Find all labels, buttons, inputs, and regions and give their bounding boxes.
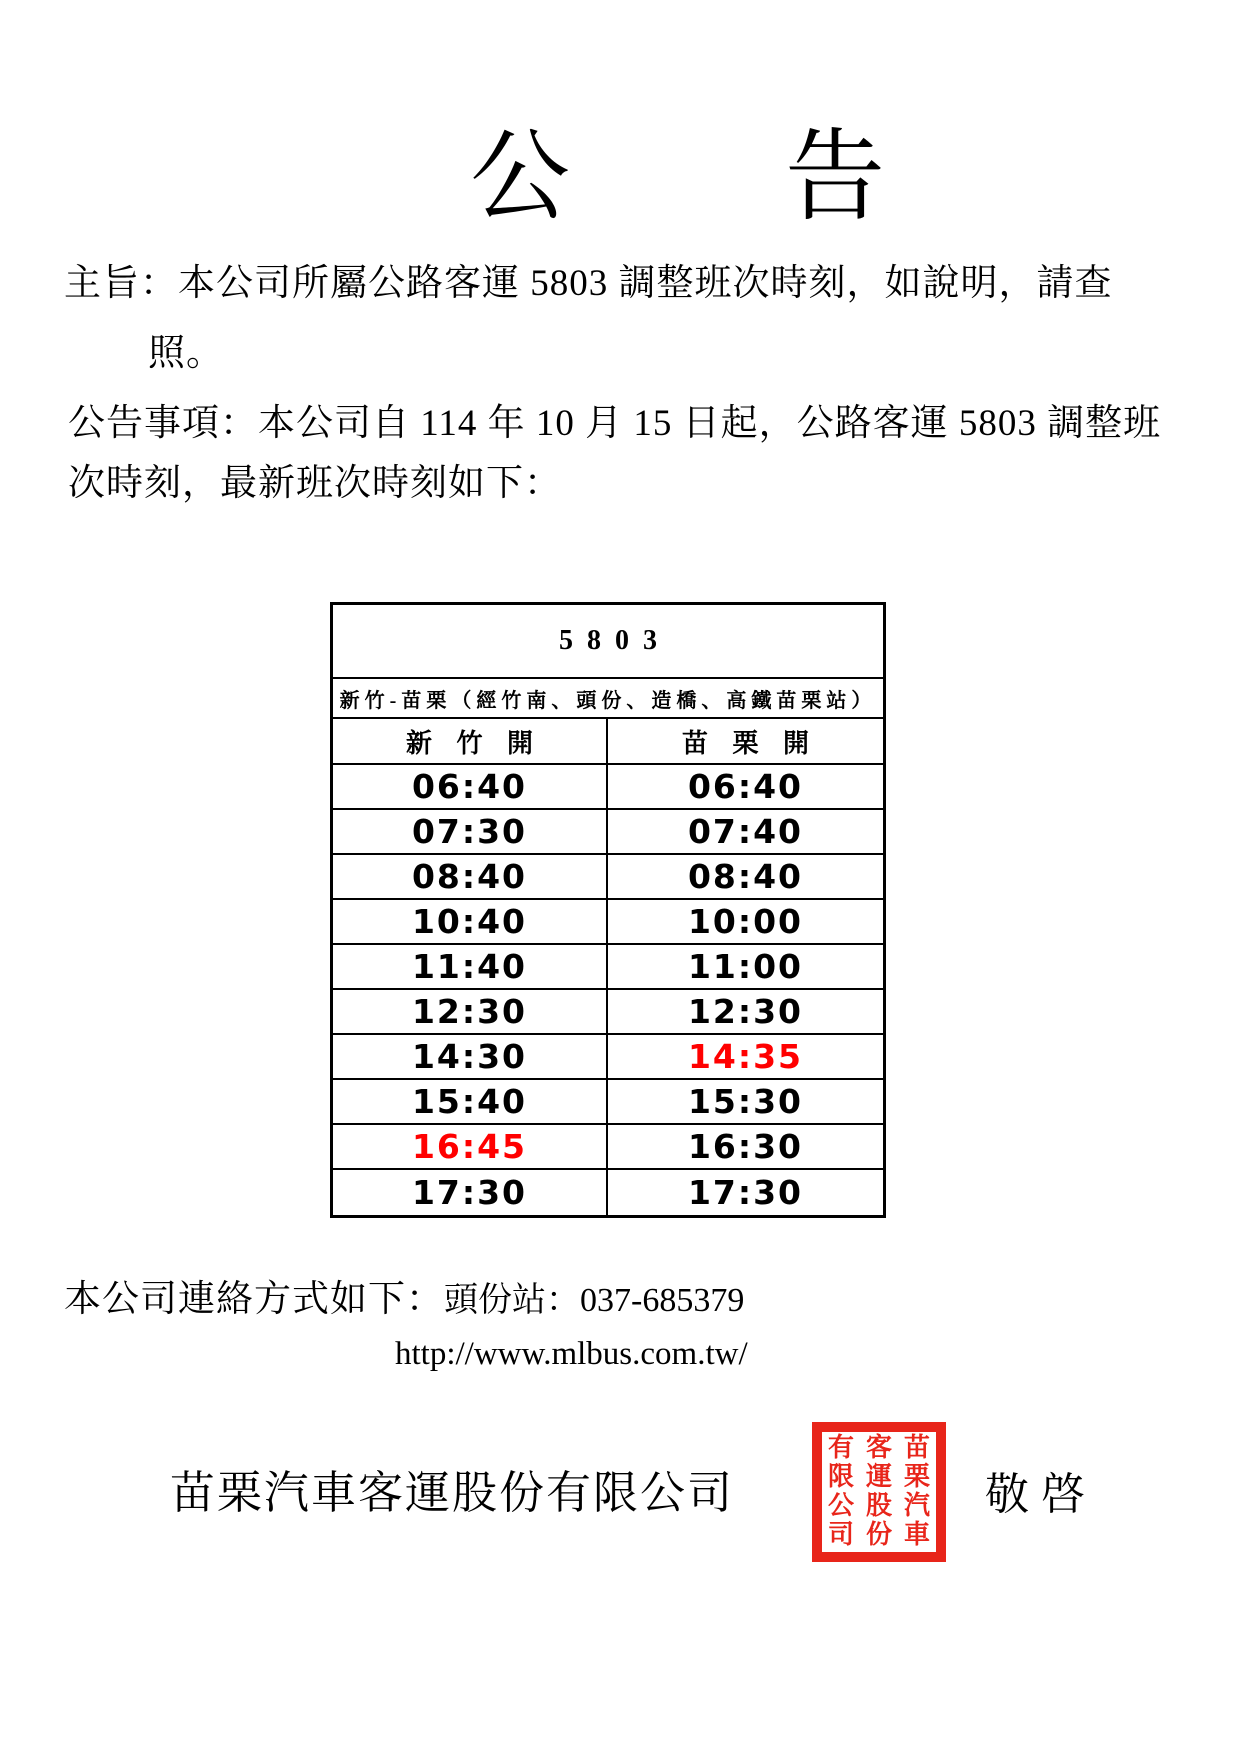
stamp-column-left [822, 1434, 860, 1550]
time-cell-miaoli: 10:00 [687, 902, 804, 941]
stamp-char: 限 [827, 1462, 854, 1492]
table-row [333, 1125, 883, 1170]
stamp-char: 司 [827, 1520, 854, 1550]
table-row [333, 810, 883, 855]
time-cell-hsinchu: 14:30 [333, 1035, 608, 1078]
title-char-2: 告 [785, 122, 885, 233]
column-header-hsinchu: 新 竹 開 [333, 719, 608, 763]
time-cell-miaoli: 16:30 [687, 1127, 804, 1166]
table-row [333, 990, 883, 1035]
contact-label: 本公司連絡方式如下： [64, 1279, 444, 1320]
contact-station-phone: 頭份站：037-685379 [444, 1282, 745, 1319]
stamp-char: 車 [903, 1520, 930, 1550]
company-seal-stamp [812, 1422, 946, 1562]
announcement-line-2: 次時刻，最新班次時刻如下： [68, 463, 562, 504]
time-cell-hsinchu: 10:40 [333, 900, 608, 943]
time-cell-miaoli: 12:30 [687, 992, 804, 1031]
stamp-char: 汽 [903, 1491, 930, 1521]
table-row [333, 900, 883, 945]
subject-line-1: 主旨：本公司所屬公路客運 5803 調整班次時刻，如說明，請查 [64, 263, 1113, 304]
table-row [333, 1170, 883, 1215]
time-cell-hsinchu: 16:45 [333, 1125, 608, 1168]
column-header-miaoli: 苗 栗 開 [681, 728, 818, 758]
time-cell-miaoli: 15:30 [687, 1082, 804, 1121]
time-cell-miaoli: 11:00 [687, 947, 804, 986]
time-cell-miaoli: 07:40 [687, 812, 804, 851]
stamp-char: 苗 [903, 1433, 930, 1463]
time-cell-miaoli: 08:40 [687, 857, 804, 896]
timetable [330, 602, 886, 1218]
timetable-column-headers [333, 719, 883, 765]
time-cell-hsinchu: 07:30 [333, 810, 608, 853]
website-url: http://www.mlbus.com.tw/ [395, 1336, 748, 1372]
stamp-char: 公 [827, 1491, 854, 1521]
time-cell-hsinchu: 06:40 [333, 765, 608, 808]
stamp-char: 股 [865, 1491, 892, 1521]
stamp-char: 栗 [903, 1462, 930, 1492]
announcement-line-1: 公告事項：本公司自 114 年 10 月 15 日起，公路客運 5803 調整班 [68, 403, 1162, 444]
time-cell-miaoli: 14:35 [687, 1037, 804, 1076]
table-row [333, 1035, 883, 1080]
contact-info [64, 1268, 744, 1322]
table-row [333, 945, 883, 990]
time-cell-hsinchu: 08:40 [333, 855, 608, 898]
time-cell-hsinchu: 17:30 [333, 1170, 608, 1215]
subject-line-2: 照。 [148, 333, 224, 374]
time-cell-hsinchu: 11:40 [333, 945, 608, 988]
stamp-char: 運 [865, 1462, 892, 1492]
table-row [333, 765, 883, 810]
stamp-column-middle [860, 1434, 898, 1550]
route-number: 5803 [333, 605, 883, 679]
time-cell-miaoli: 06:40 [687, 767, 804, 806]
time-cell-hsinchu: 12:30 [333, 990, 608, 1033]
stamp-column-right [898, 1434, 936, 1550]
stamp-char: 有 [827, 1433, 854, 1463]
route-description: 新竹-苗栗（經竹南、頭份、造橋、高鐵苗栗站） [333, 679, 883, 719]
stamp-char: 客 [865, 1433, 892, 1463]
company-name: 苗栗汽車客運股份有限公司 [170, 1468, 735, 1518]
page-title [470, 122, 885, 233]
table-row [333, 1080, 883, 1125]
closing-phrase: 敬啓 [985, 1470, 1097, 1519]
time-cell-hsinchu: 15:40 [333, 1080, 608, 1123]
title-char-1: 公 [470, 122, 570, 233]
stamp-char: 份 [865, 1520, 892, 1550]
time-cell-miaoli: 17:30 [687, 1173, 804, 1212]
table-row [333, 855, 883, 900]
